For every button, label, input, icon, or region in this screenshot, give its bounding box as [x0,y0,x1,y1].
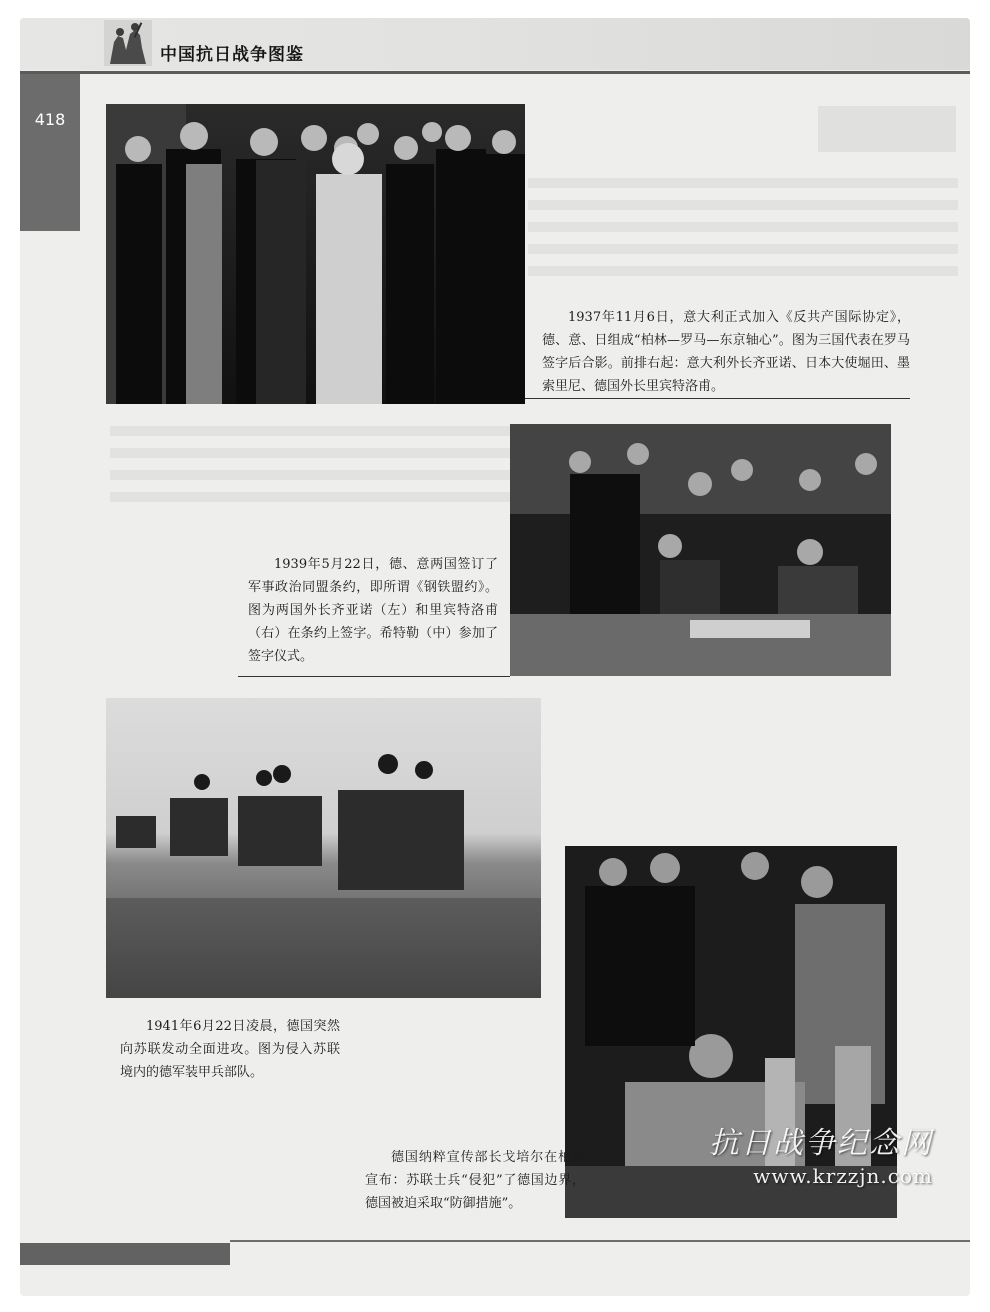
page-number: 418 [34,110,66,129]
photo-armored-troops [106,698,541,998]
photo-pact-of-steel-signing [510,424,891,676]
photo-axis-group-portrait [106,104,525,404]
watermark-text: 抗日战争纪念网 [709,1126,933,1161]
caption-rule [238,676,510,677]
caption-rule [525,398,910,399]
header-rule [20,71,970,74]
book-page [20,18,970,1296]
photo-2-caption: 1939年5月22日，德、意两国签订了军事政治同盟条约，即所谓《钢铁盟约》。图为两国外长齐亚诺（左）和里宾特洛甫（右）在条约上签字。希特勒（中）参加了签字仪式。 [248,557,498,664]
photo-4-caption: 德国纳粹宣传部长戈培尔在柏林宣布：苏联士兵“侵犯”了德国边界，德国被迫采取“防御措施”。 [365,1150,585,1211]
soldiers-logo-icon [104,20,152,66]
site-watermark [673,1118,933,1188]
ghost-text-block [528,178,958,288]
footer-bar [20,1243,230,1265]
book-title: 中国抗日战争图鉴 [160,45,304,65]
ghost-heading [818,106,956,152]
photo-1-caption: 1937年11月6日，意大利正式加入《反共产国际协定》，德、意、日组成“柏林—罗马—东京轴心”。图为三国代表在罗马签字后合影。前排右起：意大利外长齐亚诺、日本大使堀田、墨索里尼、德国外长里宾特洛甫。 [542,310,910,394]
ghost-text-block [110,426,510,506]
page-number-band [20,74,80,231]
footer-rule [230,1240,970,1242]
watermark-url: www.krzzjn.com [753,1164,933,1188]
photo-3-caption: 1941年6月22日凌晨，德国突然向苏联发动全面进攻。图为侵入苏联境内的德军装甲兵部队。 [120,1019,340,1080]
